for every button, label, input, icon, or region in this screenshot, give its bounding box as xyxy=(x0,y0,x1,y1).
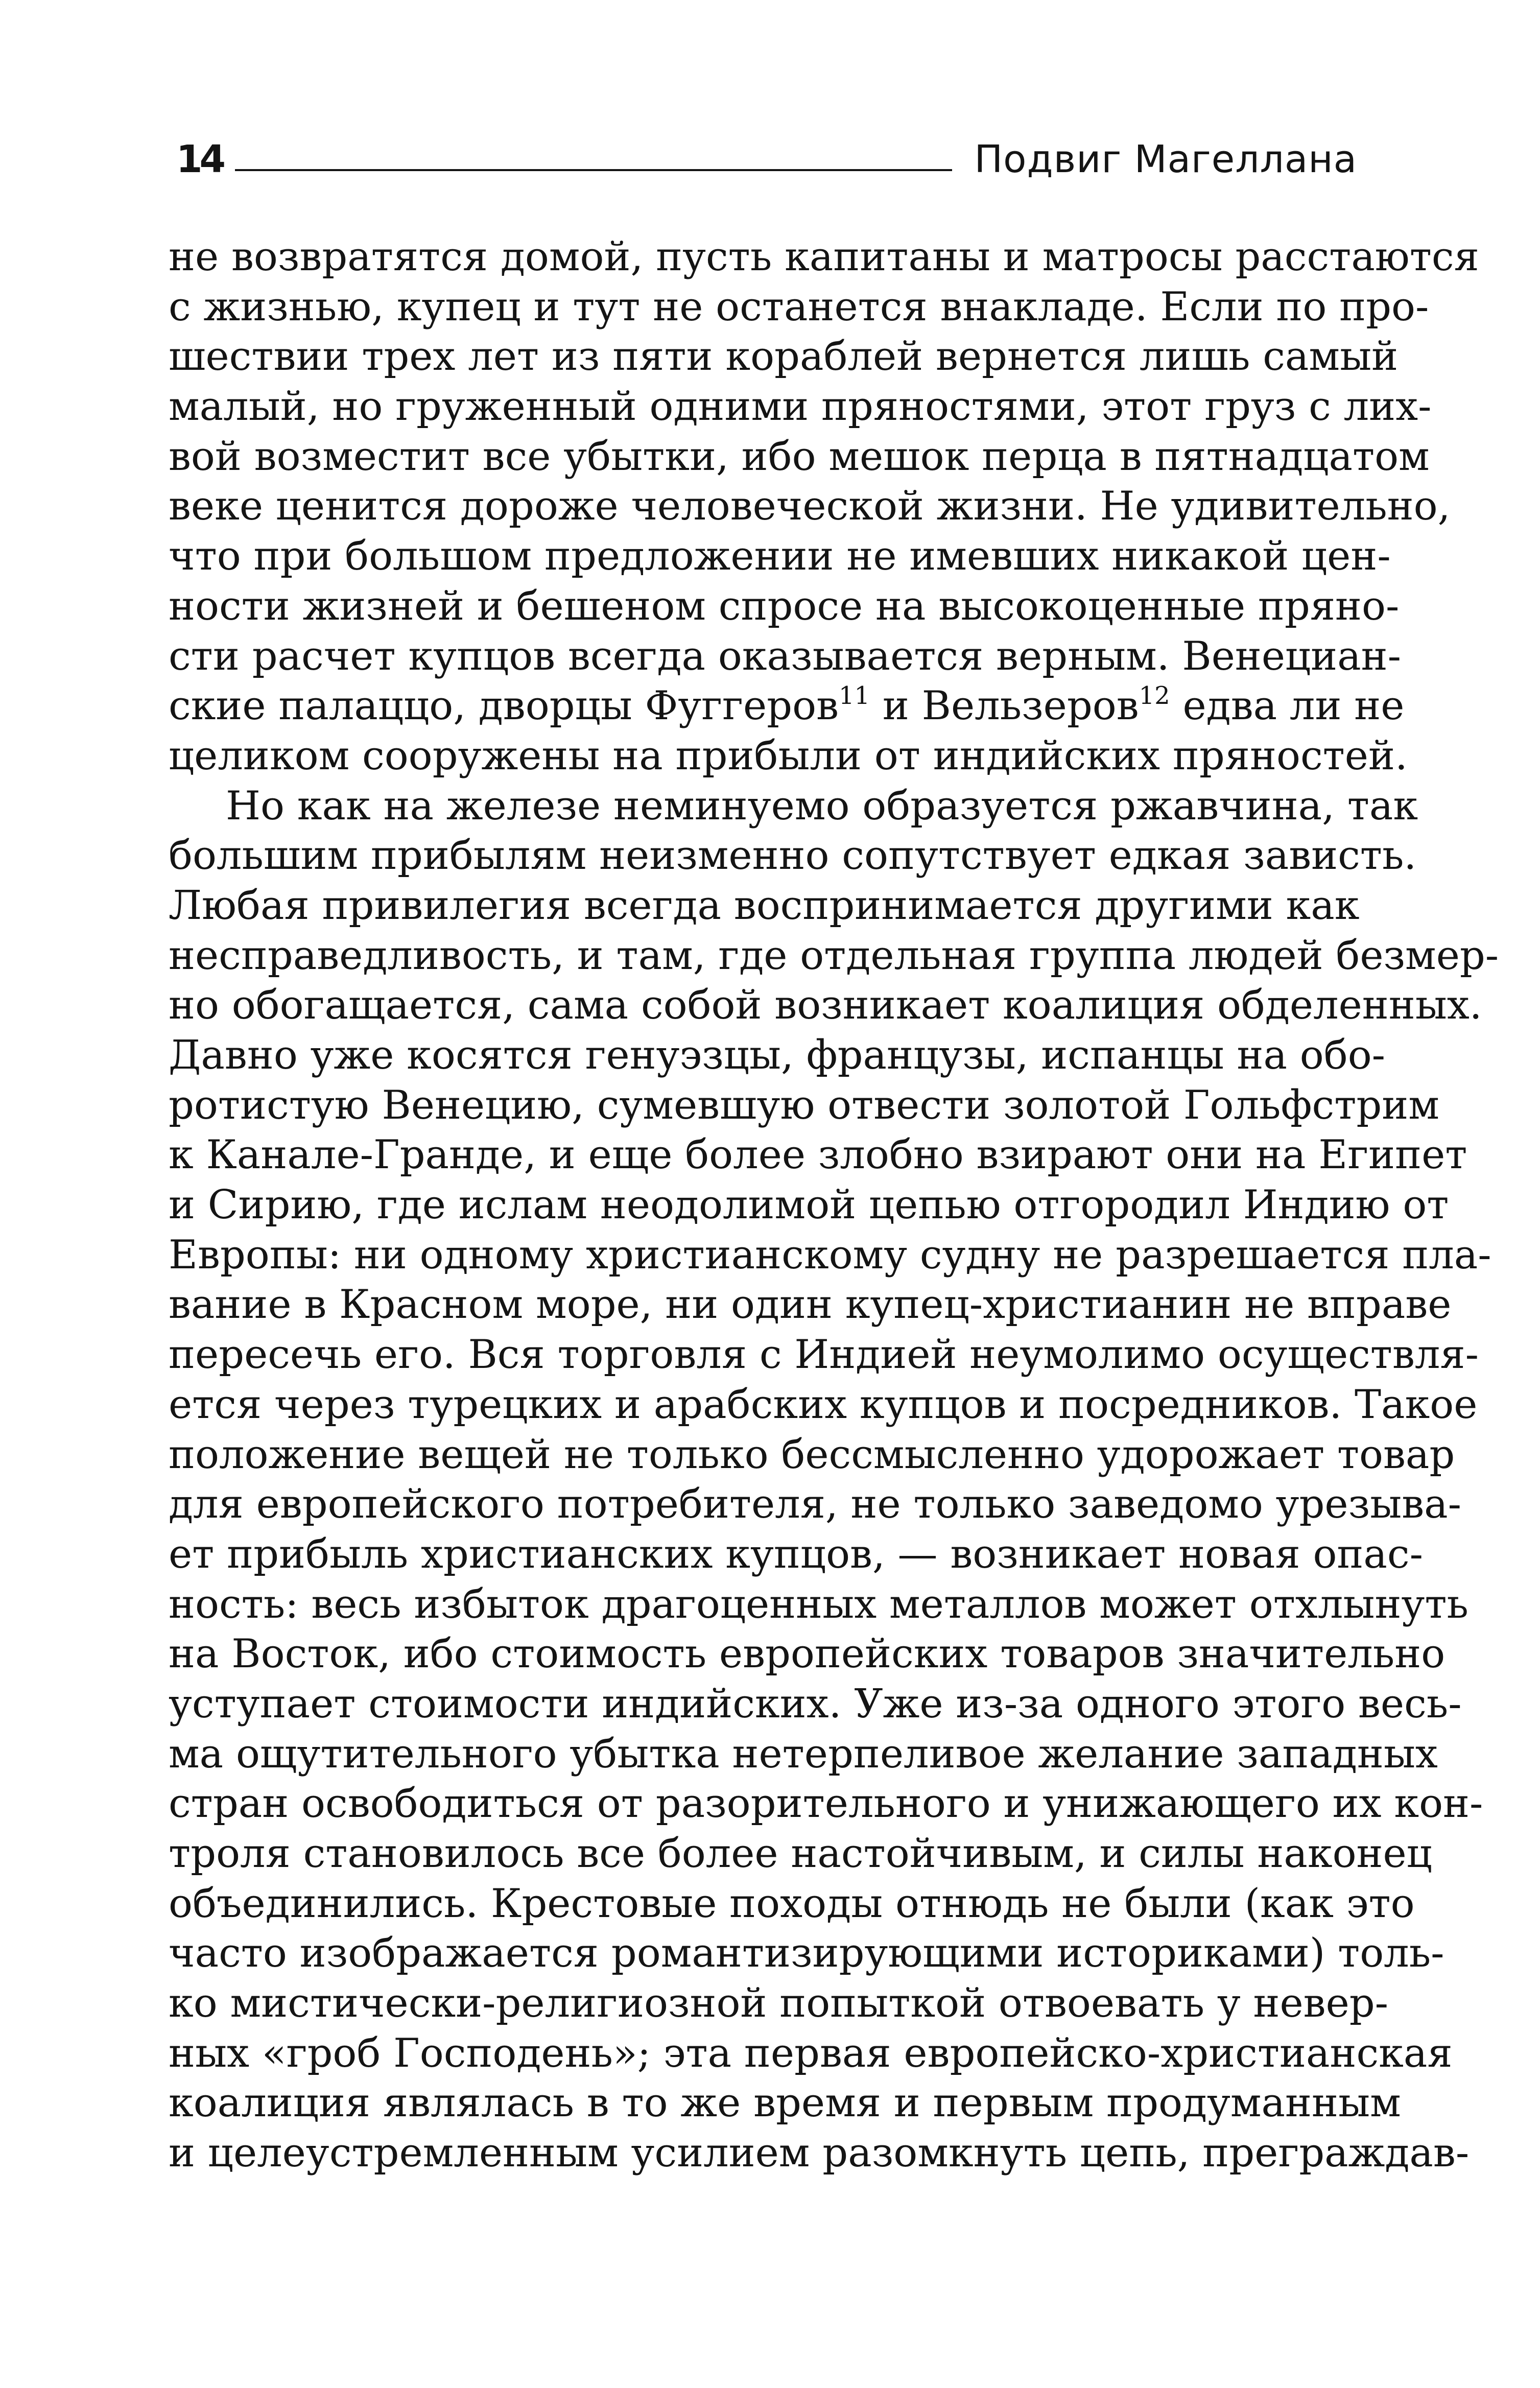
text-line: на Восток, ибо стоимость европейских товаров значительно xyxy=(169,1631,1446,1677)
text-line: ности жизней и бешеном спросе на высокоценные пряно- xyxy=(169,583,1400,629)
text-line: стран освободиться от разорительного и унижающего их кон- xyxy=(169,1781,1483,1827)
body-text xyxy=(169,232,1499,2179)
text-line: ротистую Венецию, сумевшую отвести золотой Гольфстрим xyxy=(169,1082,1439,1128)
line-segment: и Вельзеров xyxy=(870,683,1139,729)
paragraph-2 xyxy=(169,782,1499,2179)
text-line: ма ощутительного убытка нетерпеливое желание западных xyxy=(169,1731,1438,1777)
text-line: для европейского потребителя, не только заведомо урезыва- xyxy=(169,1481,1461,1528)
text-line: несправедливость, и там, где отдельная группа людей безмер- xyxy=(169,932,1499,979)
text-line: что при большом предложении не имевших никакой цен- xyxy=(169,533,1391,580)
text-line: ется через турецких и арабских купцов и посредников. Такое xyxy=(169,1381,1478,1428)
text-line: с жизнью, купец и тут не останется внакладе. Если по про- xyxy=(169,283,1429,330)
paragraph-1 xyxy=(169,232,1479,782)
text-line: ных «гроб Господень»; эта первая европейско-христианская xyxy=(169,2030,1453,2076)
text-line: Любая привилегия всегда воспринимается другими как xyxy=(169,882,1360,929)
text-line: не возвратятся домой, пусть капитаны и матросы расстаются xyxy=(169,234,1479,280)
footnote-ref-11: 11 xyxy=(838,681,870,711)
text-line: малый, но груженный одними пряностями, этот груз с лих- xyxy=(169,384,1432,430)
text-line: большим прибылям неизменно сопутствует едкая зависть. xyxy=(169,833,1417,879)
line-segment: ские палаццо, дворцы Фуггеров xyxy=(169,683,839,729)
header-rule xyxy=(235,169,952,171)
text-line: часто изображается романтизирующими историками) толь- xyxy=(169,1930,1444,1977)
text-line: троля становилось все более настойчивым, и силы наконец xyxy=(169,1831,1432,1877)
text-line: и Сирию, где ислам неодолимой цепью отгородил Индию от xyxy=(169,1182,1449,1228)
text-line: ность: весь избыток драгоценных металлов может отхлынуть xyxy=(169,1581,1468,1627)
footnote-ref-12: 12 xyxy=(1139,681,1170,711)
book-title: Подвиг Магеллана xyxy=(974,137,1357,181)
text-line: и целеустремленным усилием разомкнуть цепь, преграждав- xyxy=(169,2130,1470,2177)
text-line: пересечь его. Вся торговля с Индией неумолимо осуществля- xyxy=(169,1332,1479,1378)
text-line: шествии трех лет из пяти кораблей вернется лишь самый xyxy=(169,334,1399,380)
text-line: Европы: ни одному христианскому судну не разрешается пла- xyxy=(169,1232,1491,1278)
text-line: целиком сооружены на прибыли от индийских пряностей. xyxy=(169,732,1408,779)
text-line: коалиция являлась в то же время и первым продуманным xyxy=(169,2080,1401,2126)
text-line-with-footnotes xyxy=(169,681,1405,731)
text-line: положение вещей не только бессмысленно удорожает товар xyxy=(169,1431,1455,1478)
text-line: объединились. Крестовые походы отнюдь не были (как это xyxy=(169,1880,1415,1927)
text-line: уступает стоимости индийских. Уже из-за одного этого весь- xyxy=(169,1681,1462,1727)
text-line: но обогащается, сама собой возникает коалиция обделенных. xyxy=(169,982,1482,1029)
line-segment: едва ли не xyxy=(1170,683,1405,729)
text-line: ет прибыль христианских купцов, — возникает новая опас- xyxy=(169,1531,1423,1577)
text-line: веке ценится дороже человеческой жизни. Не удивительно, xyxy=(169,483,1451,530)
text-line: ко мистически-религиозной попыткой отвоевать у невер- xyxy=(169,1980,1389,2027)
page-number: 14 xyxy=(176,137,223,181)
text-line: вой возместит все убытки, ибо мешок перца в пятнадцатом xyxy=(169,433,1430,480)
text-line: Но как на железе неминуемо образуется ржавчина, так xyxy=(226,783,1418,829)
text-line: Давно уже косятся генуэзцы, французы, испанцы на обо- xyxy=(169,1032,1386,1078)
text-line: к Канале-Гранде, и еще более злобно взирают они на Египет xyxy=(169,1132,1467,1178)
text-line: сти расчет купцов всегда оказывается верным. Венециан- xyxy=(169,633,1402,679)
running-head xyxy=(176,130,1357,181)
text-line: вание в Красном море, ни один купец-христианин не вправе xyxy=(169,1282,1452,1328)
